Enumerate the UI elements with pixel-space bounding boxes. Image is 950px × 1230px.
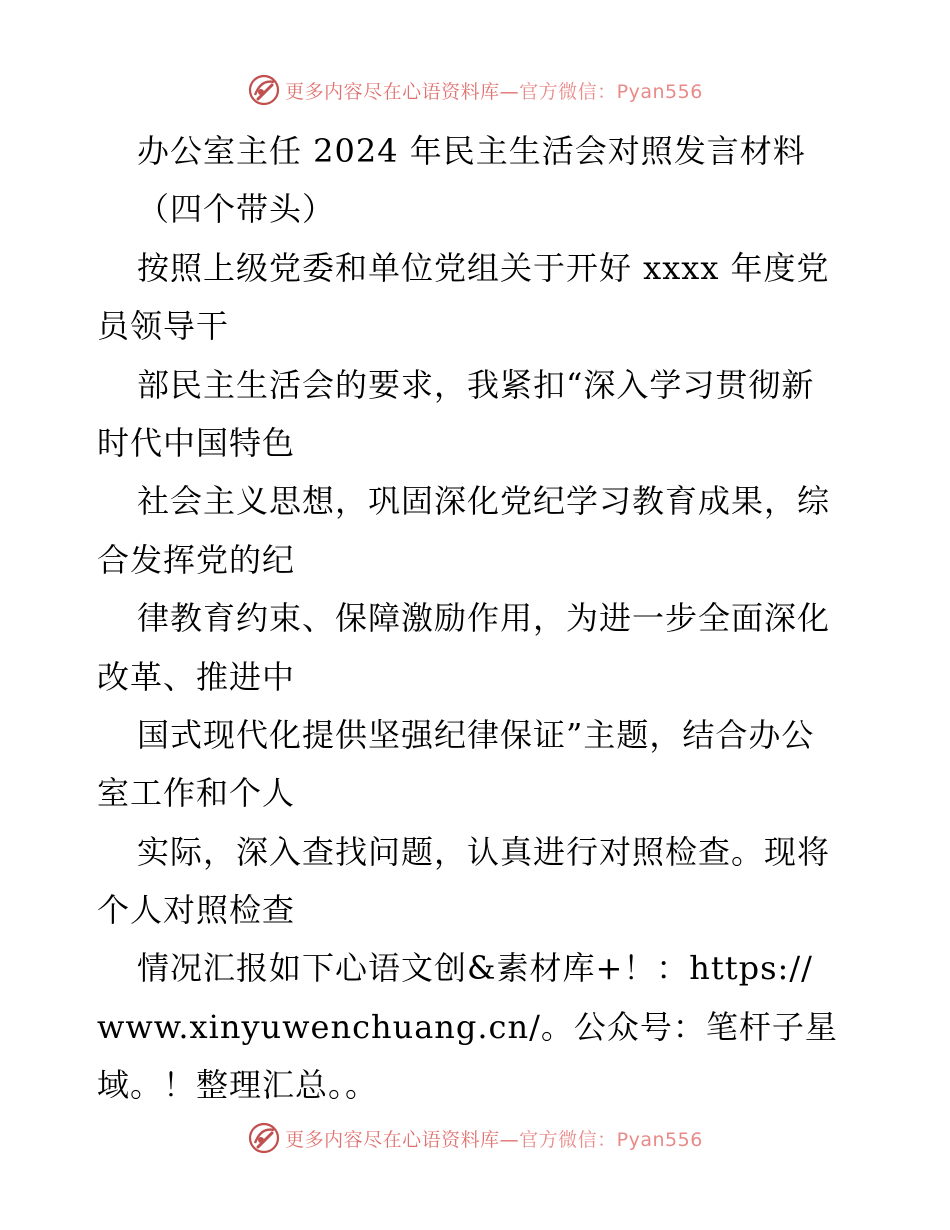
paragraph-line: 域。！整理汇总。。 [97, 1066, 379, 1105]
paragraph-line: 情况汇报如下心语文创&素材库+！：https:// [137, 949, 813, 988]
brand-logo-icon [247, 1121, 281, 1155]
document-title: 办公室主任 2024 年民主生活会对照发言材料 [137, 132, 806, 170]
paragraph-line: 时代中国特色 [97, 423, 296, 462]
banner-wechat: 官方微信：Pyan556 [519, 80, 703, 103]
paragraph-line: 个人对照检查 [97, 891, 296, 930]
banner-text: 更多内容尽在心语资料库—官方微信：Pyan556 [285, 80, 703, 103]
document-body [97, 122, 857, 1115]
paragraph-line: www.xinyuwenchuang.cn/。公众号：笔杆子星 [97, 1007, 838, 1046]
footer-banner [0, 1118, 950, 1158]
paragraph-line: 按照上级党委和单位党组关于开好 xxxx 年度党 [137, 248, 830, 287]
paragraph-line: 室工作和个人 [97, 774, 296, 813]
paragraph-line: 改革、推进中 [97, 657, 296, 696]
document-subtitle: （四个带头） [137, 190, 336, 229]
header-banner [0, 70, 950, 110]
paragraph-line: 实际，深入查找问题，认真进行对照检查。现将 [137, 832, 831, 871]
banner-text: 更多内容尽在心语资料库—官方微信：Pyan556 [285, 1128, 703, 1151]
paragraph-line: 社会主义思想，巩固深化党纪学习教育成果，综 [137, 482, 831, 521]
paragraph-line: 律教育约束、保障激励作用，为进一步全面深化 [137, 599, 831, 638]
paragraph-line: 员领导干 [97, 307, 230, 346]
paragraph-line: 合发挥党的纪 [97, 540, 296, 579]
paragraph-line: 部民主生活会的要求，我紧扣“深入学习贯彻新 [137, 365, 815, 404]
paragraph-line: 国式现代化提供坚强纪律保证”主题，结合办公 [137, 715, 815, 754]
brand-logo-icon [247, 73, 281, 107]
banner-wechat: 官方微信：Pyan556 [519, 1128, 703, 1151]
